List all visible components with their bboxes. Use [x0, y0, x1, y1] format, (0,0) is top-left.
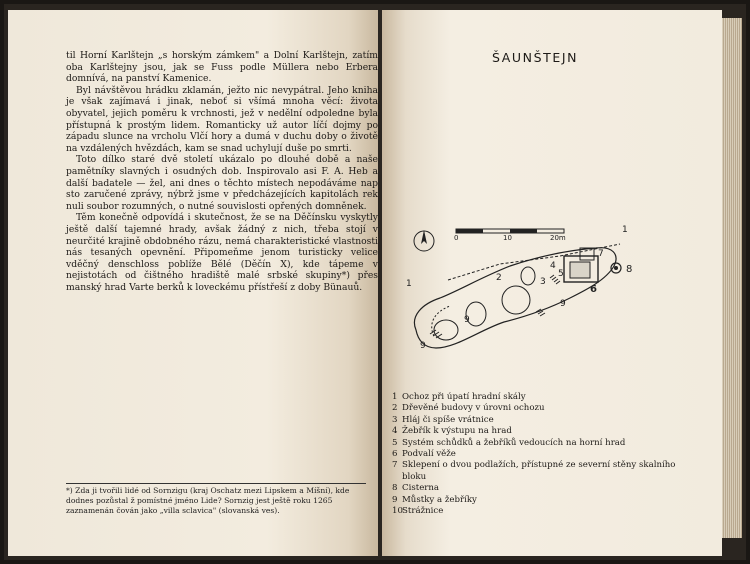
castle-floor-plan — [400, 208, 660, 366]
north-arrow-icon — [414, 230, 434, 251]
page-title: ŠAUNŠTEJN — [492, 50, 579, 65]
scale-label: 10 — [503, 234, 512, 242]
legend-item: 6 Podvalí věže — [392, 449, 456, 460]
legend-item: 9 Můstky a žebříky — [392, 494, 477, 505]
legend-item: 5 Systém schůdků a žebříků vedoucích na horní hrad — [392, 437, 626, 448]
footnote-divider — [66, 483, 366, 484]
scale-label: 0 — [454, 234, 459, 242]
plan-label: 9 — [420, 341, 426, 351]
plan-label: 4 — [550, 261, 556, 271]
paragraph: Těm konečně odpovídá i skutečnost, že se na Děčínsku vyskytly ještě další tajemné hrady, avšak žádný z nich, třeba stojí v neurčité krajině obdobného rázu, nemá charakteristické vlastnosti nás tesaných opevnění. Připomeňme jenom turisticky velice vděčný denschloss poblíže Bělé (Děčín X), kde tápeme v nejistotách od čištného hradiště malé srbské skupiny*) přes manský hrad Varte berků k loveckému přístřeší z doby Bünauů. — [66, 212, 378, 293]
right-page — [382, 10, 722, 556]
left-page — [8, 10, 378, 556]
plan-label: 9 — [560, 299, 566, 309]
plan-label: 8 — [626, 264, 633, 275]
plan-label: 6 — [590, 284, 597, 295]
paragraph: Toto dílko staré dvě století ukázalo po dlouhé době a naše pamětníky slavných i osudných dob. Inspirovalo asi F. A. Heb a další badatele — žel, ani dnes o těchto místech nepodáváme nap sto zaručené zprávy, nýbrž jsme v předcházejících kapitolách rek nuli soubor rozumných, o nutné souvislosti opřených domněnek. — [66, 154, 378, 212]
legend-item: 2 Dřevěné budovy v úrovni ochozu — [392, 403, 545, 414]
legend-item: 4 Žebřík k výstupu na hrad — [392, 426, 512, 437]
legend-item: 10 Strážnice — [392, 506, 444, 517]
plan-label: 7 — [598, 249, 604, 259]
left-page-text — [66, 50, 378, 293]
legend-item: 8 Cisterna — [392, 483, 440, 494]
scale-label: 20m — [550, 234, 566, 242]
plan-label: 3 — [540, 277, 546, 287]
legend-item: 7 Sklepení o dvou podlažích, přístupné ze severní stěny skalního bloku — [392, 460, 676, 482]
plan-label: 2 — [496, 273, 502, 283]
paragraph: til Horní Karlštejn „s horským zámkem" a Dolní Karlštejn, zatím oba Karlštejny jsou, jak se Fuss podle Müllera nebo Erbera domnívá, na panství Kamenice. — [66, 50, 378, 85]
legend-item: 3 Hláj či spíše vrátnice — [392, 414, 494, 425]
footnote: *) Zda ji tvořili lidé od Sornzigu (kraj Oschatz mezi Lipskem a Míšní), kde dodnes pozůstal ž pomístné jméno Lide? Sornzig jest ještě roku 1265 zaznamenán čován jako „villa sclavica" (slovanská ves). — [66, 486, 350, 515]
plan-label: 5 — [558, 269, 564, 279]
plan-label: 9 — [464, 315, 470, 325]
legend-item: 1 Ochoz při úpatí hradní skály — [392, 392, 526, 402]
plan-label: 1 — [622, 225, 628, 235]
page-edges — [722, 18, 742, 538]
paragraph: Byl návštěvou hrádku zklamán, ježto nic nevypátral. Jeho kniha je však zajímavá i jinak, neboť si všímá mnoha věcí: života obyvatel, jejich poměru k vrchnosti, jež v nedělní odpoledne byla přístupná k prostým lidem. Romanticky už autor líčí dojmy po západu slunce na vrcholu Vlčí hory a dumá v duchu doby o životě na vzdálených hvězdách, kam se snad uchylují duše po smrti. — [66, 84, 378, 154]
plan-legend — [392, 392, 692, 517]
book-spread — [4, 4, 746, 560]
scale-bar — [454, 229, 566, 242]
plan-label: 1 — [406, 279, 412, 289]
